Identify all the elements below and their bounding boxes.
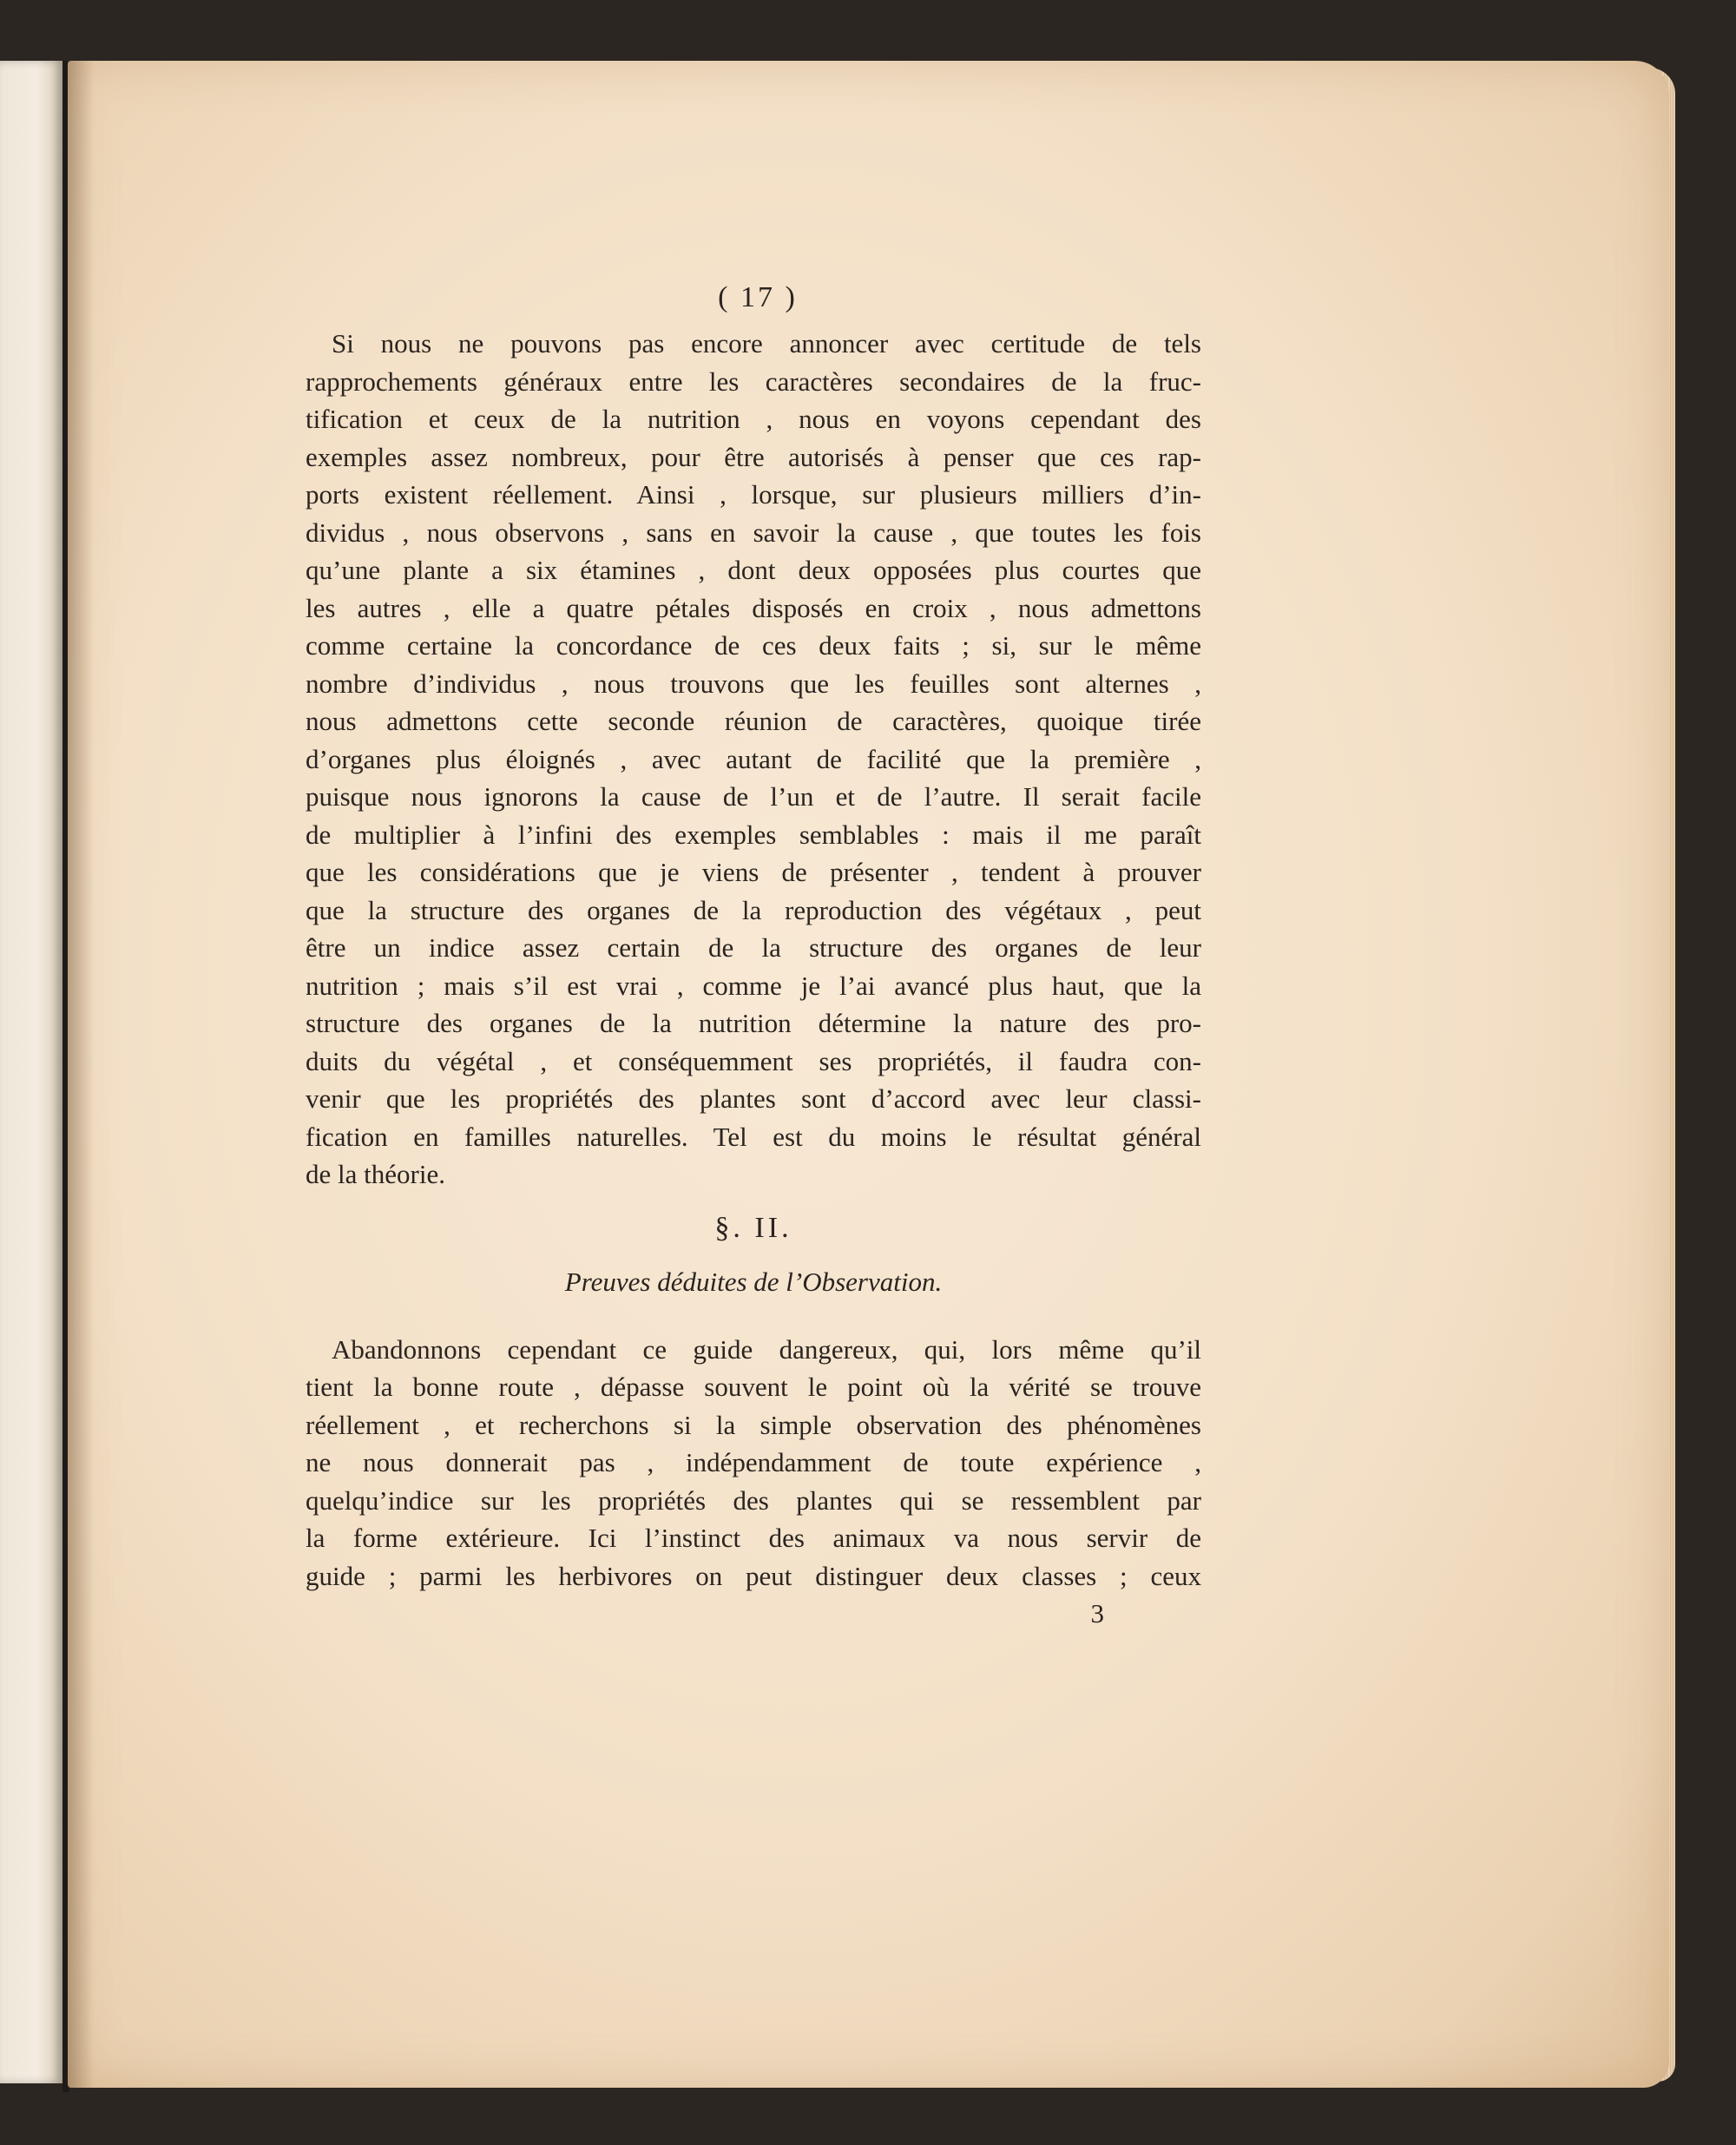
signature-mark: 3 <box>1090 1598 1104 1628</box>
text-line: réellement , et recherchons si la simple observation des phénomènes <box>306 1409 1201 1440</box>
page-number: ( 17 ) <box>718 281 798 313</box>
section-subheading: Preuves déduites de l’Observation. <box>564 1266 943 1297</box>
page-text-block <box>306 278 1201 1633</box>
text-line: nombre d’individus , nous trouvons que les feuilles sont alternes , <box>306 668 1201 699</box>
text-line: la forme extérieure. Ici l’instinct des animaux va nous servir de <box>306 1523 1201 1553</box>
text-line: fication en familles naturelles. Tel est du moins le résultat général <box>306 1121 1201 1152</box>
text-line: qu’une plante a six étamines , dont deux opposées plus courtes que <box>306 555 1201 585</box>
text-line: les autres , elle a quatre pétales disposés en croix , nous admettons <box>306 592 1201 623</box>
text-line: quelqu’indice sur les propriétés des plantes qui se ressemblent par <box>306 1484 1201 1516</box>
text-line: ne nous donnerait pas , indépendamment de toute expérience , <box>306 1447 1201 1477</box>
section-heading: §. II. <box>714 1211 792 1244</box>
text-line: exemples assez nombreux, pour être autorisés à penser que ces rap- <box>306 441 1201 472</box>
text-line: duits du végétal , et conséquemment ses propriétés, il faudra con- <box>306 1045 1201 1076</box>
text-line: Abandonnons cependant ce guide dangereux, qui, lors même qu’il <box>332 1333 1201 1365</box>
text-line: Si nous ne pouvons pas encore annoncer avec certitude de tels <box>332 328 1201 359</box>
text-line: d’organes plus éloignés , avec autant de facilité que la première , <box>306 743 1201 774</box>
text-line: guide ; parmi les herbivores on peut distinguer deux classes ; ceux <box>306 1560 1201 1591</box>
text-line: structure des organes de la nutrition détermine la nature des pro- <box>306 1008 1201 1038</box>
text-line: de multiplier à l’infini des exemples semblables : mais il me paraît <box>306 819 1201 850</box>
text-line: que les considérations que je viens de présenter , tendent à prouver <box>306 857 1201 887</box>
text-line: tification et ceux de la nutrition , nous en voyons cependant des <box>306 404 1201 434</box>
text-line: que la structure des organes de la reproduction des végétaux , peut <box>306 894 1201 925</box>
text-line: de la théorie. <box>306 1159 445 1189</box>
text-line: puisque nous ignorons la cause de l’un et de l’autre. Il serait facile <box>306 781 1201 812</box>
text-line: comme certaine la concordance de ces deux faits ; si, sur le même <box>306 630 1201 661</box>
previous-page-edge <box>0 61 62 2083</box>
text-line: rapprochements généraux entre les caractères secondaires de la fruc- <box>306 365 1201 397</box>
text-line: dividus , nous observons , sans en savoir la cause , que toutes les fois <box>306 517 1201 548</box>
fold-shadow <box>68 61 94 2088</box>
text-line: nutrition ; mais s’il est vrai , comme je l’ai avancé plus haut, que la <box>306 970 1201 1001</box>
text-line: ports existent réellement. Ainsi , lorsque, sur plusieurs milliers d’in- <box>306 479 1201 510</box>
paragraph-2 <box>306 1331 1201 1596</box>
paragraph-1 <box>306 325 1201 1194</box>
text-line: nous admettons cette seconde réunion de caractères, quoique tirée <box>306 706 1201 736</box>
text-line: tient la bonne route , dépasse souvent le point où la vérité se trouve <box>306 1372 1201 1402</box>
text-line: venir que les propriétés des plantes sont d’accord avec leur classi- <box>306 1083 1201 1114</box>
text-line: être un indice assez certain de la structure des organes de leur <box>306 932 1201 963</box>
